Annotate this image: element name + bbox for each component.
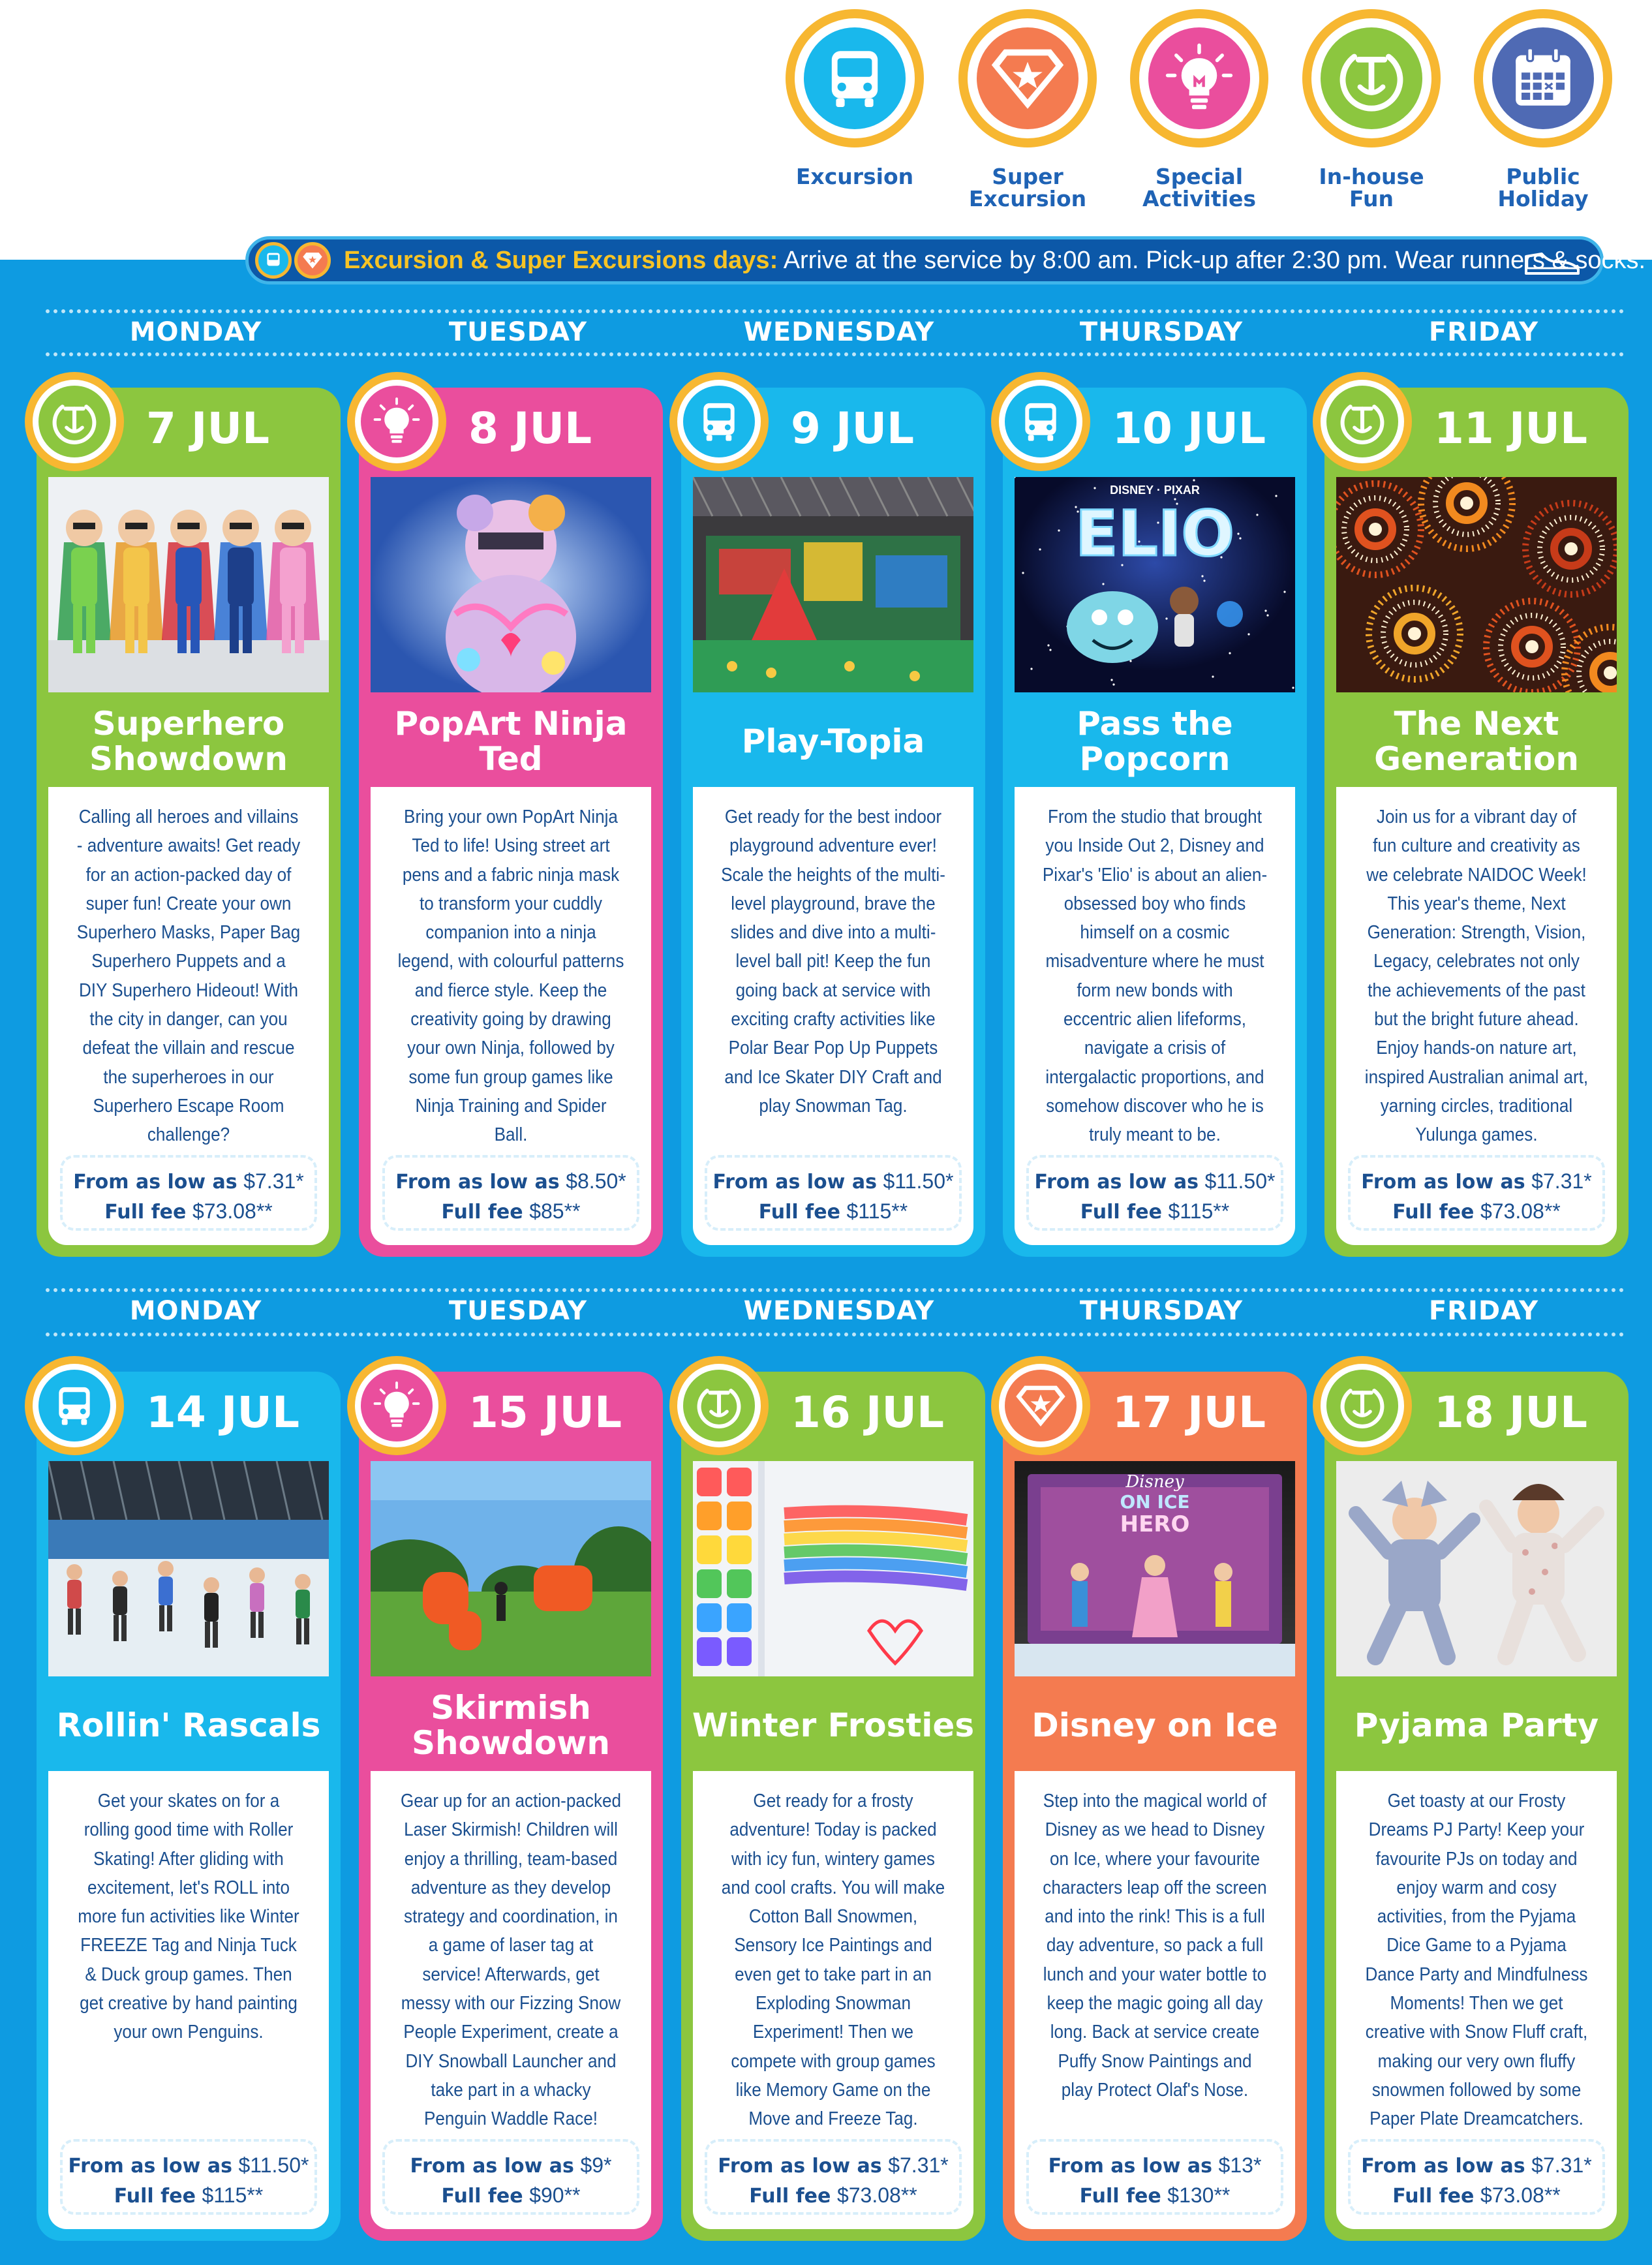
bus-icon [255, 242, 292, 279]
super-star-icon [294, 242, 331, 279]
activity-card [37, 388, 341, 1257]
card-body [1015, 1771, 1295, 2229]
from-price: $8.50* [566, 1169, 626, 1193]
full-fee-label: Full fee [441, 2185, 523, 2208]
from-price-label: From as low as [1361, 2155, 1525, 2178]
price-box [60, 2139, 317, 2215]
price-box [1348, 2139, 1605, 2215]
activity-card [681, 1372, 985, 2241]
card-description: Get ready for the best indoor playground adventure ever! Scale the heights of the multi-level playground, brave the slides and dive into a multi-level ball pit! Keep the fun going back at service with exciting crafty activities like Polar Bear Pop Up Puppets and Ice Skater DIY Craft and play Snowman Tag. [721, 807, 945, 1117]
weekday-header: WEDNESDAY [743, 1296, 935, 1326]
full-fee-label: Full fee [1080, 1201, 1162, 1224]
full-fee-price: $73.08** [1480, 1199, 1561, 1223]
card-body [1015, 787, 1295, 1245]
card-date: 9 JUL [791, 403, 915, 454]
from-price: $11.50* [883, 1169, 954, 1193]
price-box [705, 2139, 962, 2215]
activity-photo [48, 1461, 329, 1676]
calendar-icon [1492, 27, 1594, 129]
legend-excursion [783, 9, 926, 188]
card-date: 8 JUL [468, 403, 592, 454]
legend-label: Super Excursion [968, 164, 1087, 211]
card-title: Disney on Ice [1032, 1706, 1278, 1744]
lightbulb-icon [1148, 27, 1250, 129]
card-body [693, 1771, 973, 2229]
divider [46, 309, 1625, 313]
smiley-t-icon [669, 1356, 769, 1455]
card-title: Skirmish Showdown [411, 1689, 611, 1762]
from-price-label: From as low as [1361, 1171, 1525, 1194]
weekday-header: TUESDAY [448, 317, 588, 347]
full-fee-label: Full fee [1392, 2185, 1475, 2208]
card-title: Pyjama Party [1354, 1706, 1599, 1744]
card-date: 17 JUL [1112, 1387, 1266, 1438]
from-price-label: From as low as [712, 1171, 877, 1194]
card-description: Step into the magical world of Disney as we head to Disney on Ice, where your favourite characters leap off the screen and into the rink! This is a full day adventure, so pack a full lunch and your water bottle to keep the magic going all day long. Back at service create Puffy Snow Paintings and play Protect Olaf's Nose. [1043, 1791, 1267, 2101]
from-price: $7.31* [1531, 2153, 1592, 2177]
full-fee-label: Full fee [1392, 1201, 1475, 1224]
full-fee-label: Full fee [114, 2185, 196, 2208]
from-price-label: From as low as [1034, 1171, 1199, 1194]
from-price: $7.31* [888, 2153, 949, 2177]
price-box [1026, 2139, 1283, 2215]
poster-brand: DISNEY · PIXAR [1110, 484, 1200, 497]
activity-photo [1336, 477, 1617, 692]
full-fee-price: $85** [529, 1199, 581, 1223]
card-body [48, 787, 329, 1245]
bus-icon [669, 372, 769, 471]
card-body [693, 787, 973, 1245]
full-fee-label: Full fee [104, 1201, 187, 1224]
legend-special-activities [1127, 9, 1271, 210]
from-price-label: From as low as [718, 2155, 882, 2178]
from-price: $7.31* [1531, 1169, 1592, 1193]
weekday-header: THURSDAY [1079, 1296, 1244, 1326]
card-description: Join us for a vibrant day of fun culture and creativity as we celebrate NAIDOC Week! This year's theme, Next Generation: Strength, Vision, Legacy, celebrates not only the achievements of the past but the bright future ahead. Enjoy hands-on nature art, inspired Australian animal art, yarning circles, traditional Yulunga games. [1364, 807, 1589, 1146]
activity-photo [693, 477, 973, 692]
weekday-header: WEDNESDAY [743, 317, 935, 347]
weekday-header: TUESDAY [448, 1296, 588, 1326]
excursion-info-bar [245, 236, 1646, 285]
card-body [371, 787, 651, 1245]
from-price: $9* [580, 2153, 612, 2177]
full-fee-price: $115** [202, 2183, 264, 2207]
smiley-t-icon [1313, 372, 1412, 471]
card-description: Bring your own PopArt Ninja Ted to life! Using street art pens and a fabric ninja mask to transform your cuddly companion into a ninja legend, with colourful patterns and fierce style. Keep the creativity going by drawing your own Ninja, followed by some fun group games like Ninja Training and Spider Ball. [397, 807, 624, 1146]
weekday-header: THURSDAY [1079, 317, 1244, 347]
activity-photo [693, 1461, 973, 1676]
card-date: 16 JUL [791, 1387, 945, 1438]
card-date: 7 JUL [146, 403, 270, 454]
legend-label: Special Activities [1142, 164, 1257, 211]
card-title: The Next Generation [1374, 705, 1579, 778]
price-box [382, 1155, 639, 1231]
weekday-header: MONDAY [129, 317, 262, 347]
from-price-label: From as low as [410, 2155, 574, 2178]
card-title: Superhero Showdown [89, 705, 288, 778]
activity-card [37, 1372, 341, 2241]
from-price: $7.31* [243, 1169, 304, 1193]
full-fee-price: $73.08** [836, 2183, 917, 2207]
divider [46, 352, 1625, 356]
from-price-label: From as low as [68, 2155, 232, 2178]
info-bar-heading: Excursion & Super Excursions days: [344, 246, 778, 274]
activity-card [1003, 388, 1307, 1257]
activity-card [359, 388, 663, 1257]
card-description: From the studio that brought you Inside Out 2, Disney and Pixar's 'Elio' is about an alien-obsessed boy who finds himself on a cosmic misadventure where he must form new bonds with eccentric alien lifeforms, navigate a crisis of intergalactic proportions, and somehow discover who he is truly meant to be. [1042, 807, 1268, 1146]
full-fee-price: $115** [846, 1199, 908, 1223]
smiley-t-icon [1321, 27, 1422, 129]
price-box [705, 1155, 962, 1231]
weekday-header: MONDAY [129, 1296, 262, 1326]
activity-card [1324, 1372, 1629, 2241]
activity-photo [371, 477, 651, 692]
bus-icon [991, 372, 1090, 471]
activity-card [1324, 388, 1629, 1257]
full-fee-price: $115** [1168, 1199, 1230, 1223]
show-poster [1015, 1461, 1295, 1676]
card-body [48, 1771, 329, 2229]
activity-card [681, 388, 985, 1257]
divider [46, 1288, 1625, 1292]
activity-photo [371, 1461, 651, 1676]
activity-photo [48, 477, 329, 692]
legend-label: Excursion [795, 164, 914, 189]
lightbulb-icon [347, 1356, 446, 1455]
info-bar-text: Arrive at the service by 8:00 am. Pick-up after 2:30 pm. Wear runners & socks. [778, 246, 1646, 274]
from-price-label: From as low as [73, 1171, 237, 1194]
card-date: 15 JUL [468, 1387, 622, 1438]
full-fee-price: $90** [529, 2183, 581, 2207]
poster-title: ELIO [1075, 497, 1235, 570]
movie-poster [1015, 477, 1295, 692]
card-title: Play-Topia [741, 722, 925, 760]
activity-photo [1015, 477, 1295, 692]
from-price: $13* [1218, 2153, 1262, 2177]
full-fee-price: $73.08** [1480, 2183, 1561, 2207]
activity-photo [1015, 1461, 1295, 1676]
poster-brand: Disney [1125, 1472, 1184, 1492]
activity-legend [0, 0, 1652, 248]
card-body [1336, 1771, 1617, 2229]
from-price: $11.50* [238, 2153, 309, 2177]
from-price-label: From as low as [395, 1171, 560, 1194]
super-star-icon [977, 27, 1078, 129]
card-date: 14 JUL [146, 1387, 300, 1438]
price-box [1026, 1155, 1283, 1231]
card-title: Pass the Popcorn [1077, 705, 1233, 778]
bus-icon [25, 1356, 124, 1455]
price-box [60, 1155, 317, 1231]
poster-title: ON ICE [1120, 1491, 1190, 1513]
card-description: Get toasty at our Frosty Dreams PJ Party! Keep your favourite PJs on today and enjoy warm and cosy activities, from the Pyjama Dice Game to a Pyjama Dance Party and Mindfulness Moments! Then we get creative with Snow Fluff craft, making our very own fluffy snowmen followed by some Paper Plate Dreamcatchers. [1365, 1791, 1588, 2130]
card-date: 10 JUL [1112, 403, 1266, 454]
super-star-icon [991, 1356, 1090, 1455]
smiley-t-icon [1313, 1356, 1412, 1455]
activity-card [1003, 1372, 1307, 2241]
price-box [1348, 1155, 1605, 1231]
card-body [371, 1771, 651, 2229]
legend-public-holiday [1471, 9, 1615, 210]
full-fee-label: Full fee [749, 2185, 831, 2208]
card-body [1336, 787, 1617, 1245]
activity-photo [1336, 1461, 1617, 1676]
card-date: 11 JUL [1434, 403, 1588, 454]
full-fee-label: Full fee [441, 1201, 523, 1224]
full-fee-label: Full fee [758, 1201, 840, 1224]
card-title: Winter Frosties [692, 1706, 975, 1744]
divider [46, 1333, 1625, 1336]
shoe-icon [1522, 247, 1582, 281]
weekday-header: FRIDAY [1428, 1296, 1539, 1326]
from-price: $11.50* [1204, 1169, 1276, 1193]
card-title: PopArt Ninja Ted [394, 705, 628, 778]
poster-subtitle: HERO [1120, 1511, 1190, 1537]
weekday-header: FRIDAY [1428, 317, 1539, 347]
full-fee-price: $73.08** [192, 1199, 273, 1223]
card-title: Rollin' Rascals [56, 1706, 321, 1744]
card-description: Get ready for a frosty adventure! Today is packed with icy fun, wintery games and cool crafts. You will make Cotton Ball Snowmen, Sensory Ice Paintings and even get to take part in an Exploding Snowman Experiment! Then we compete with group games like Memory Game on the Move and Freeze Tag. [721, 1791, 945, 2130]
full-fee-price: $130** [1167, 2183, 1231, 2207]
activity-card [359, 1372, 663, 2241]
card-description: Calling all heroes and villains - adventure awaits! Get ready for an action-packed day of super fun! Create your own Superhero Masks, Paper Bag Superhero Puppets and a DIY Superhero Hideout! With the city in danger, can you defeat the villain and rescue the superheroes in our Superhero Escape Room challenge? [76, 807, 301, 1146]
card-description: Get your skates on for a rolling good time with Roller Skating! After gliding with excitement, let's ROLL into more fun activities like Winter FREEZE Tag and Ninja Tuck & Duck group games. Then get creative by hand painting your own Penguins. [78, 1791, 299, 2043]
smiley-t-icon [25, 372, 124, 471]
legend-in-house-fun [1300, 9, 1443, 210]
legend-super-excursion [956, 9, 1099, 210]
legend-label: In-house Fun [1319, 164, 1424, 211]
from-price-label: From as low as [1048, 2155, 1212, 2178]
price-box [382, 2139, 639, 2215]
legend-label: Public Holiday [1497, 164, 1589, 211]
full-fee-label: Full fee [1079, 2185, 1161, 2208]
lightbulb-icon [347, 372, 446, 471]
card-date: 18 JUL [1434, 1387, 1588, 1438]
bus-icon [804, 27, 906, 129]
card-description: Gear up for an action-packed Laser Skirmish! Children will enjoy a thrilling, team-based adventure as they develop strategy and coordination, in a game of laser tag at service! Afterwards, get messy with our Fizzing Snow People Experiment, create a DIY Snowball Launcher and take part in a whacky Penguin Waddle Race! [400, 1791, 622, 2130]
